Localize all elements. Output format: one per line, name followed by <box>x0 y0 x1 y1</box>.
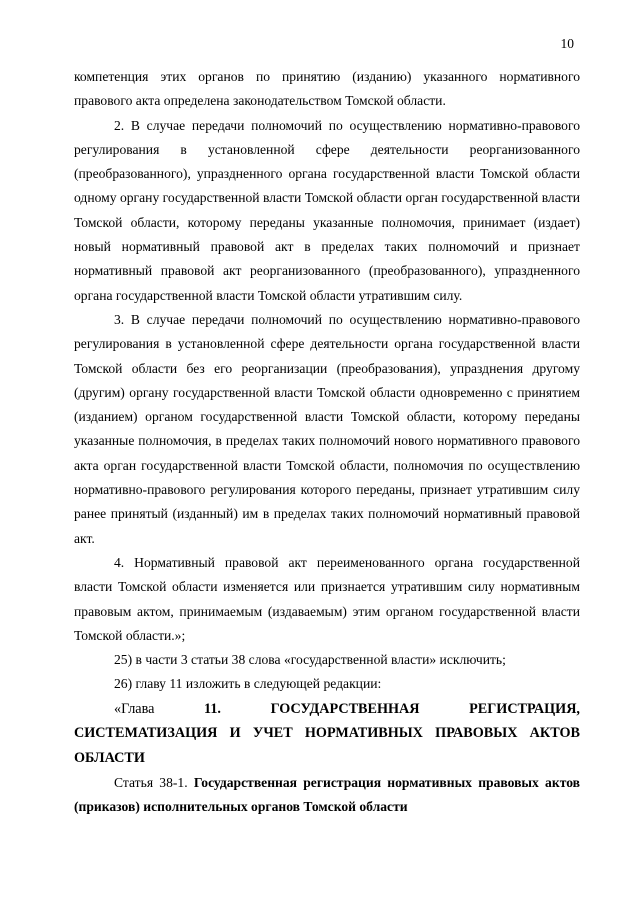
chapter-title-word2: РЕГИСТРАЦИЯ, <box>469 700 580 717</box>
chapter-heading-line1 <box>74 697 580 722</box>
chapter-number: 11. <box>204 700 221 717</box>
chapter-word: «Глава <box>114 700 155 717</box>
amendment-item-26: 26) главу 11 изложить в следующей редакции: <box>114 676 382 692</box>
amendment-item-25: 25) в части 3 статьи 38 слова «государственной власти» исключить; <box>114 652 506 668</box>
document-body <box>74 65 580 819</box>
article-number: Статья 38-1. <box>114 774 188 790</box>
chapter-heading-rest: СИСТЕМАТИЗАЦИЯ И УЧЕТ НОРМАТИВНЫХ ПРАВОВЫХ АКТОВ ОБЛАСТИ <box>74 725 580 766</box>
paragraph-continuation: компетенция этих органов по принятию (изданию) указанного нормативного правового акта определена законодательством Томской области. <box>74 69 580 109</box>
chapter-heading <box>74 697 580 771</box>
article-heading <box>74 771 580 820</box>
paragraph-item-4: 4. Нормативный правовой акт переименованного органа государственной власти Томской области изменяется или признается утратившим силу нормативным правовым актом, принимаемым (издаваемым) этим органом государственной власти Томской области.»; <box>74 554 580 643</box>
paragraph-item-3: 3. В случае передачи полномочий по осуществлению нормативно-правового регулирования в установленной сфере деятельности органа государственной власти Томской области без его реорганизации (преобразования), упразднения другому (другим) органу государственной власти Томской области одновременно с принятием (изданием) органом государственной власти Томской области, которому переданы указанные полномочия, в пределах таких полномочий нового нормативного правового акта орган государственной власти Томской области, полномочия по осуществлению нормативно-правового регулирования которого переданы, признает утратившим силу ранее принятый (изданный) им в пределах таких полномочий нормативный правовой акт. <box>74 311 580 546</box>
page-number: 10 <box>560 36 574 51</box>
article-title: Государственная регистрация нормативных правовых актов (приказов) исполнительных органов Томской области <box>74 774 580 814</box>
paragraph-item-2: 2. В случае передачи полномочий по осуществлению нормативно-правового регулирования в установленной сфере деятельности реорганизованного (преобразованного), упраздненного органа государственной власти Томской области одному органу государственной власти Томской области орган государственной власти Томской области, которому переданы указанные полномочия, принимает (издает) новый нормативный правовой акт в пределах таких полномочий и признает нормативный правовой акт реорганизованного (преобразованного), упраздненного органа государственной власти Томской области утратившим силу. <box>74 117 580 303</box>
chapter-title-word1: ГОСУДАРСТВЕННАЯ <box>270 700 420 717</box>
